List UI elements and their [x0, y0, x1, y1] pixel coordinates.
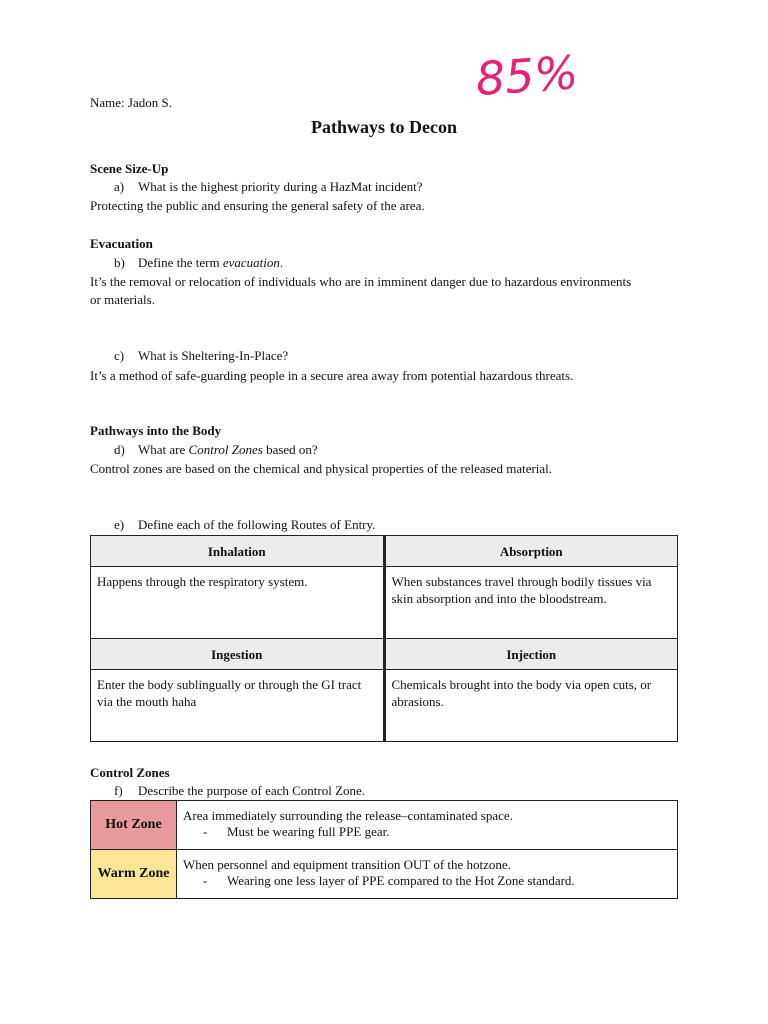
answer-d: Control zones are based on the chemical and physical properties of the released material.: [90, 461, 553, 476]
bullet-dash-icon: -: [203, 824, 208, 839]
question-d: [114, 441, 318, 459]
question-marker: a): [114, 179, 125, 194]
table-row: [91, 567, 678, 639]
question-text: What is Sheltering-In-Place?: [138, 348, 289, 363]
question-c: [114, 347, 288, 365]
zone-description-text: Area immediately surrounding the release–contaminated space.: [183, 808, 513, 823]
question-text: Define each of the following Routes of Entry.: [138, 517, 376, 532]
question-term: evacuation: [222, 255, 280, 270]
section-heading-scene: Scene Size-Up: [90, 161, 169, 176]
zone-description-text: When personnel and equipment transition OUT of the hotzone.: [183, 857, 511, 872]
question-text: Define the term: [138, 255, 223, 270]
answer-c: It’s a method of safe-guarding people in a secure area away from potential hazardous threats.: [90, 368, 574, 383]
table-row: [91, 639, 678, 670]
question-text: What are: [138, 442, 189, 457]
inhalation-answer: Happens through the respiratory system.: [91, 567, 385, 639]
section-heading-evacuation: Evacuation: [90, 236, 153, 251]
question-text: What is the highest priority during a HazMat incident?: [138, 179, 423, 194]
name-line: Name: Jadon S.: [90, 95, 172, 110]
question-text: Describe the purpose of each Control Zone.: [138, 783, 366, 798]
question-b: [114, 254, 283, 272]
routes-of-entry-table: [90, 535, 678, 742]
question-marker: f): [114, 783, 123, 798]
absorption-answer: When substances travel through bodily tissues via skin absorption and into the bloodstream.: [384, 567, 678, 639]
zone-bullet: [183, 873, 671, 889]
question-suffix: .: [279, 255, 284, 270]
warm-zone-label: Warm Zone: [91, 850, 177, 899]
question-marker: d): [114, 442, 125, 457]
zone-bullet-text: Wearing one less layer of PPE compared to the Hot Zone standard.: [227, 873, 575, 888]
table-row: [91, 801, 678, 850]
table-row: [91, 670, 678, 742]
control-zones-table: [90, 800, 678, 899]
section-heading-pathways: Pathways into the Body: [90, 423, 222, 438]
bullet-dash-icon: -: [203, 873, 208, 888]
table-row: [91, 850, 678, 899]
question-marker: b): [114, 255, 125, 270]
injection-answer: Chemicals brought into the body via open cuts, or abrasions.: [384, 670, 678, 742]
question-e: [114, 516, 375, 534]
ingestion-header: Ingestion: [91, 639, 385, 670]
ingestion-answer: Enter the body sublingually or through the GI tract via the mouth haha: [91, 670, 385, 742]
grade-annotation-text: 85%: [473, 45, 580, 107]
grade-annotation: [472, 40, 582, 110]
hot-zone-label: Hot Zone: [91, 801, 177, 850]
absorption-header: Absorption: [384, 536, 678, 567]
question-marker: e): [114, 517, 125, 532]
page-title: Pathways to Decon: [311, 117, 457, 137]
section-heading-control-zones: Control Zones: [90, 765, 170, 780]
answer-b-line1: It’s the removal or relocation of individuals who are in imminent danger due to hazardous environments: [90, 274, 632, 289]
question-term: Control Zones: [188, 442, 263, 457]
zone-bullet-text: Must be wearing full PPE gear.: [227, 824, 390, 839]
question-f: [114, 782, 365, 800]
question-a: [114, 178, 422, 196]
injection-header: Injection: [384, 639, 678, 670]
warm-zone-description: [177, 850, 678, 899]
answer-b-line2: or materials.: [90, 292, 155, 307]
question-marker: c): [114, 348, 125, 363]
hot-zone-description: [177, 801, 678, 850]
question-suffix: based on?: [262, 442, 318, 457]
inhalation-header: Inhalation: [91, 536, 385, 567]
table-row: [91, 536, 678, 567]
zone-bullet: [183, 824, 671, 840]
answer-a: Protecting the public and ensuring the general safety of the area.: [90, 198, 425, 213]
